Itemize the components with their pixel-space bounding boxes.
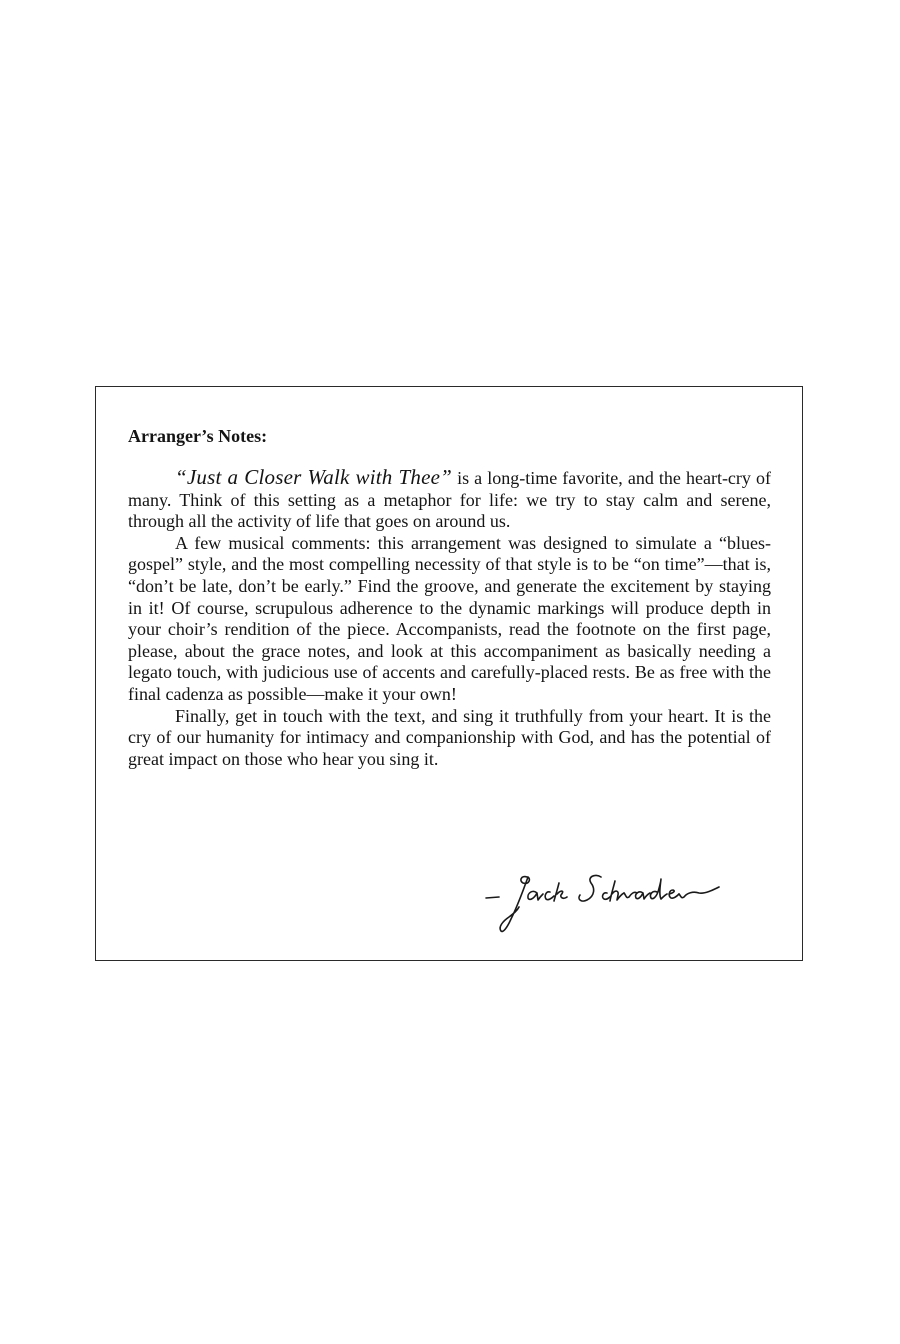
song-title: “Just a Closer Walk with Thee” <box>175 465 453 489</box>
arrangers-notes-box <box>95 386 803 961</box>
notes-paragraph-3: Finally, get in touch with the text, and sing it truthfully from your heart. It is the cry of our humanity for intimacy and companionship with God, and has the potential of great impact on those who hear you sing it. <box>128 705 771 769</box>
notes-paragraph-1 <box>128 467 771 533</box>
arrangers-notes-content <box>128 425 771 770</box>
notes-paragraph-2: A few musical comments: this arrangement was designed to simulate a “blues-gospel” style, and the most compelling necessity of that style is to be “on time”—that is, “don’t be late, don’t be early.” Find the groove, and generate the excitement by staying in it! Of course, scrupulous adherence to the dynamic markings will produce depth in your choir’s rendition of the piece. Accompanists, read the footnote on the first page, please, about the grace notes, and look at this accompaniment as basically needing a legato touch, with judicious use of accents and carefully-placed rests. Be as free with the final cadenza as possible—make it your own! <box>128 532 771 704</box>
signature-graphic <box>483 863 723 943</box>
handwritten-signature <box>483 863 723 943</box>
paragraph-1-text: is a long-time favorite, and the heart-cry of many. Think of this setting as a metaphor for life: we try to stay calm and serene, through all the activity of life that goes on around us. <box>128 468 771 532</box>
notes-heading: Arranger’s Notes: <box>128 426 268 446</box>
